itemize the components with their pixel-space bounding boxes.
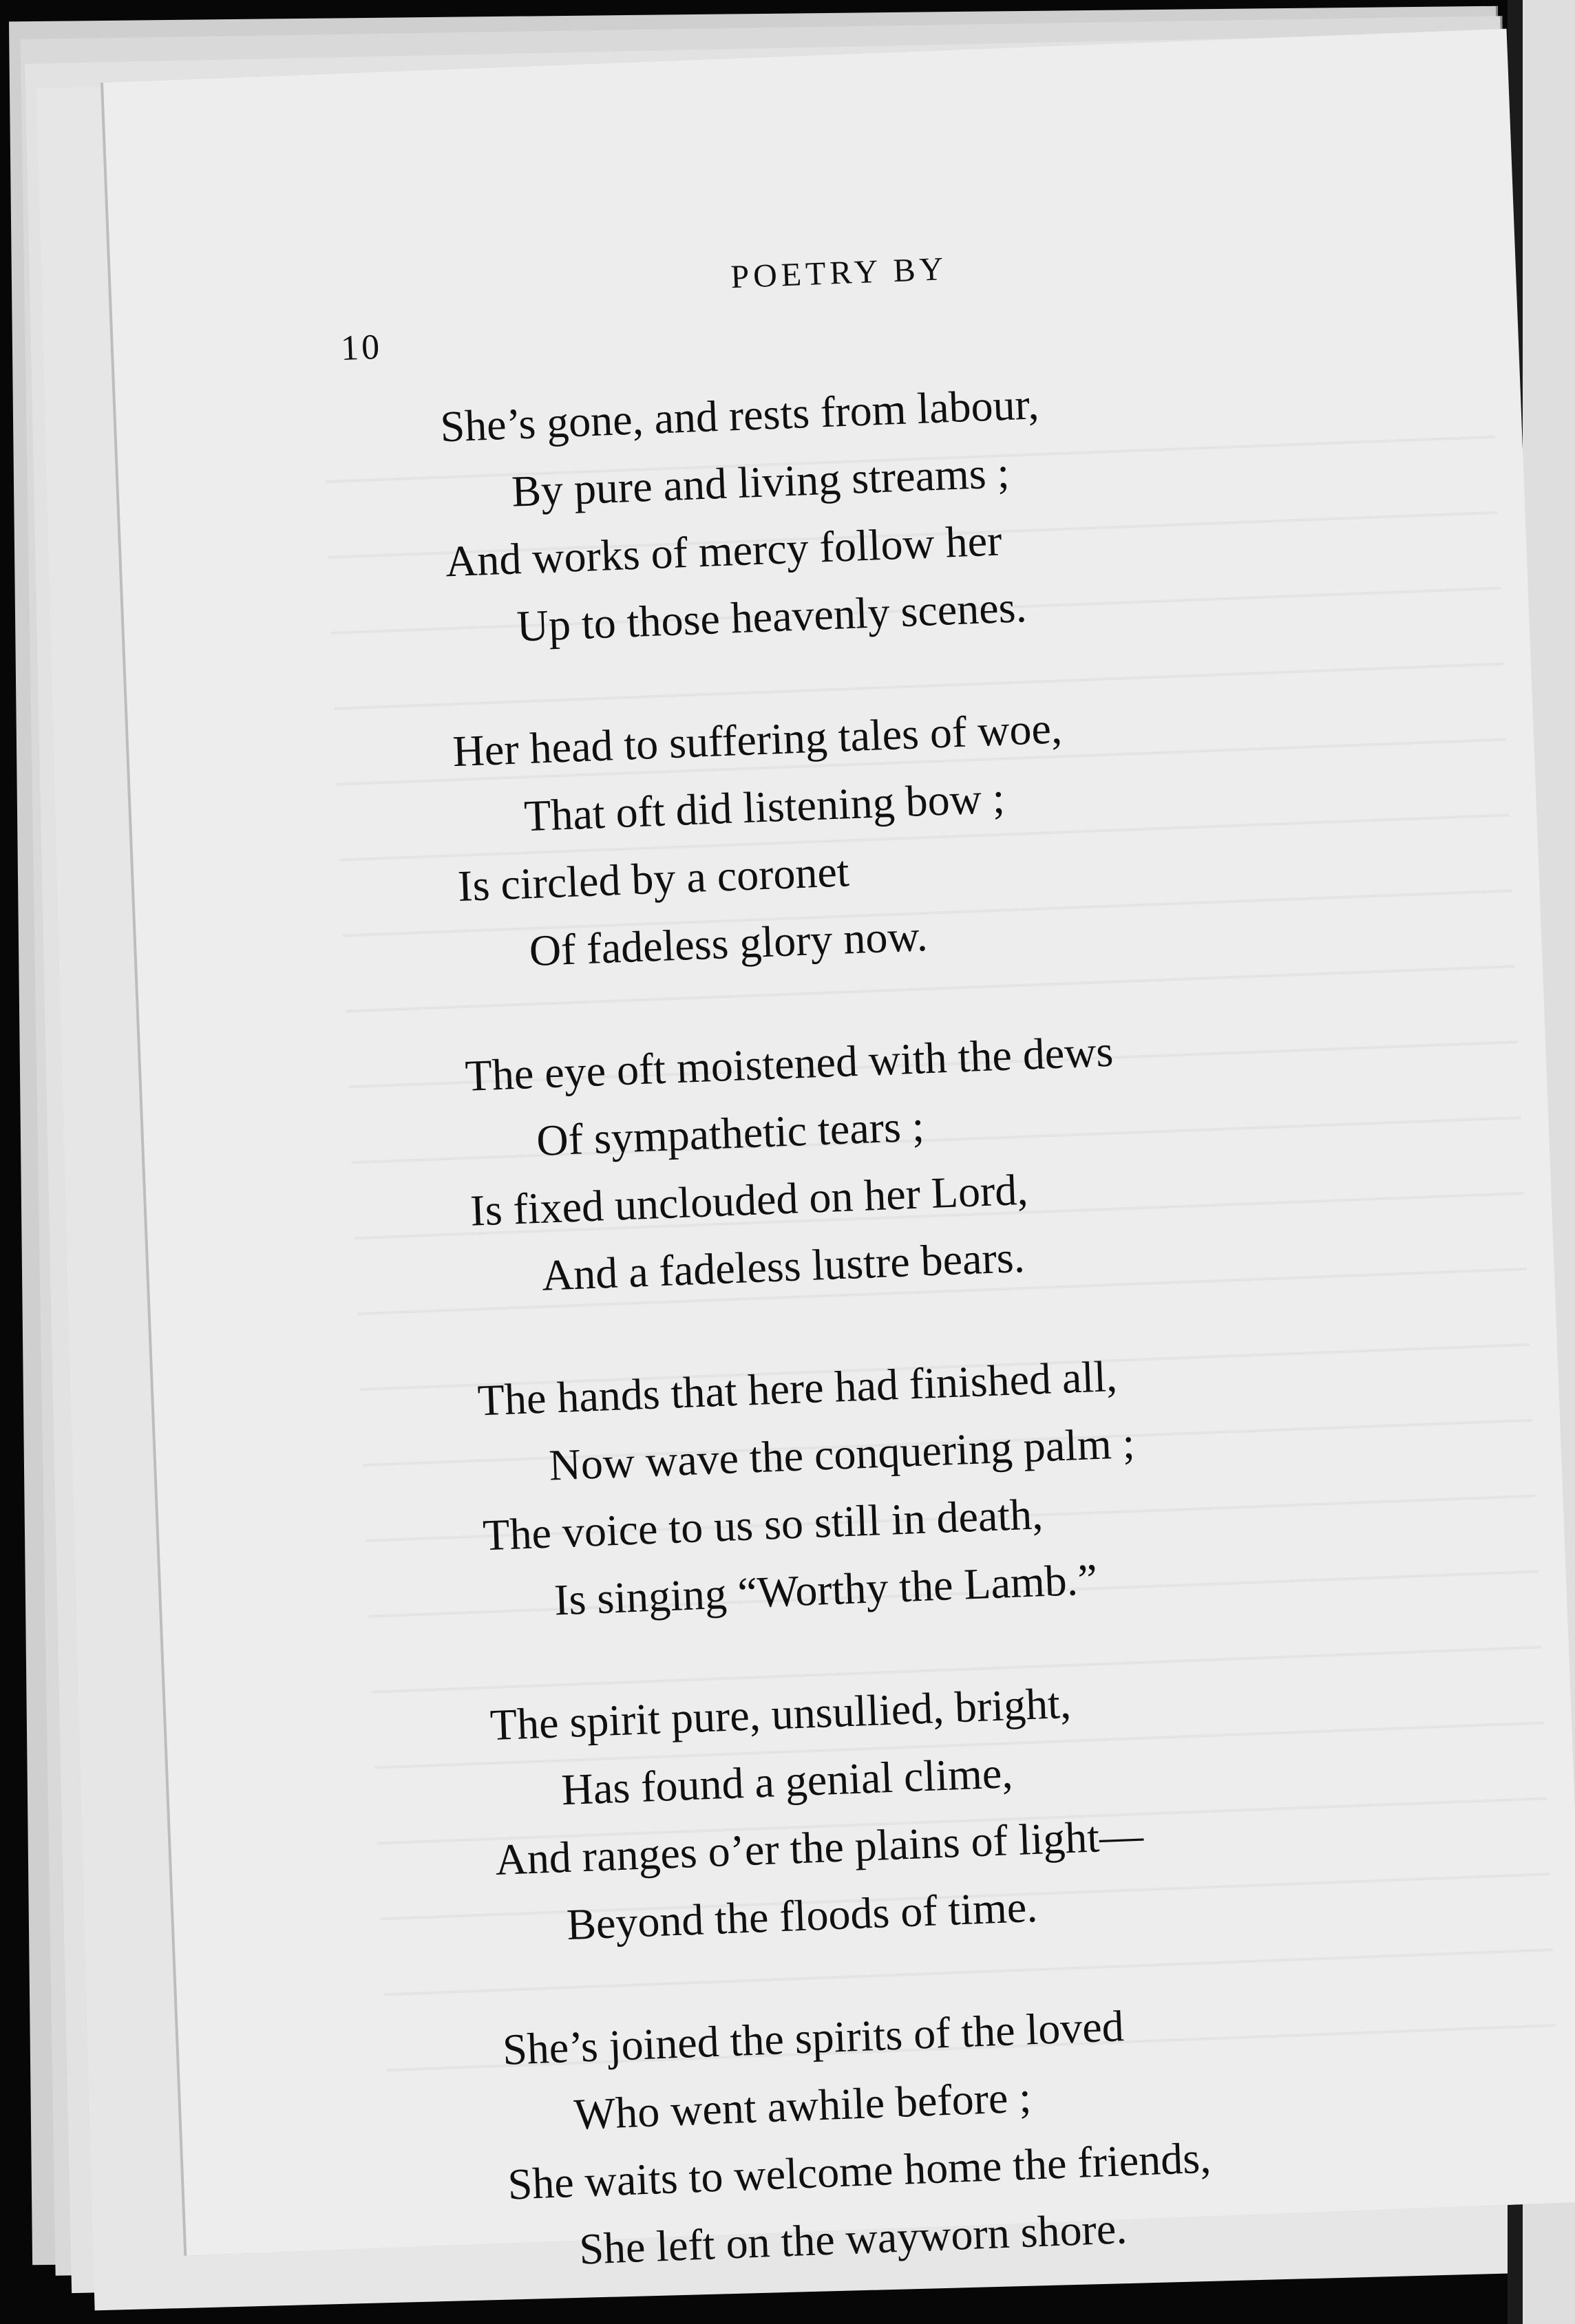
- stanza: [464, 1003, 1506, 1312]
- poem-line: She left on the wayworn shore.: [578, 2204, 1128, 2274]
- running-title: POETRY BY: [730, 250, 949, 296]
- poem-line: Has found a genial clime,: [560, 1748, 1014, 1815]
- stanza: [501, 1976, 1543, 2285]
- poem-line: She’s joined the spirits of the loved: [501, 2001, 1125, 2074]
- poem-line: Up to those heavenly scenes.: [516, 582, 1028, 651]
- poem-line: And works of mercy follow her: [444, 515, 1003, 586]
- stanza: [439, 354, 1481, 663]
- page-number: 10: [339, 327, 383, 369]
- poem-line: Now wave the conquering palm ;: [548, 1418, 1136, 1490]
- poem-line: And ranges o’er the plains of light—: [494, 1810, 1145, 1885]
- stanza: [476, 1328, 1519, 1637]
- stanza: [489, 1652, 1531, 1961]
- poem-line: Of fadeless glory now.: [528, 910, 929, 976]
- poem-line: Beyond the floods of time.: [565, 1881, 1039, 1950]
- poem-line: Is fixed unclouded on her Lord,: [469, 1164, 1029, 1235]
- poem-line: The voice to us so still in death,: [482, 1489, 1044, 1560]
- poem-line: And a fadeless lustre bears.: [540, 1232, 1026, 1300]
- poem-line: By pure and living streams ;: [510, 447, 1011, 516]
- poem-line: Who went awhile before ;: [573, 2072, 1033, 2139]
- poem-line: Is circled by a coronet: [456, 846, 850, 911]
- poem-line: She’s gone, and rests from labour,: [439, 379, 1040, 451]
- poem-line: She waits to welcome home the friends,: [507, 2133, 1212, 2209]
- poem-line: The hands that here had finished all,: [476, 1351, 1119, 1425]
- stanza: [452, 679, 1494, 988]
- poem-line: Her head to suffering tales of woe,: [452, 703, 1064, 776]
- book-page: [103, 29, 1575, 2274]
- poem-line: The spirit pure, unsullied, bright,: [489, 1678, 1072, 1750]
- poem-line: That oft did listening bow ;: [523, 773, 1006, 841]
- poem-line: Of sympathetic tears ;: [536, 1101, 925, 1165]
- poem-line: Is singing “Worthy the Lamb.”: [553, 1555, 1099, 1625]
- poem: [439, 354, 1544, 2286]
- poem-line: The eye oft moistened with the dews: [464, 1026, 1114, 1100]
